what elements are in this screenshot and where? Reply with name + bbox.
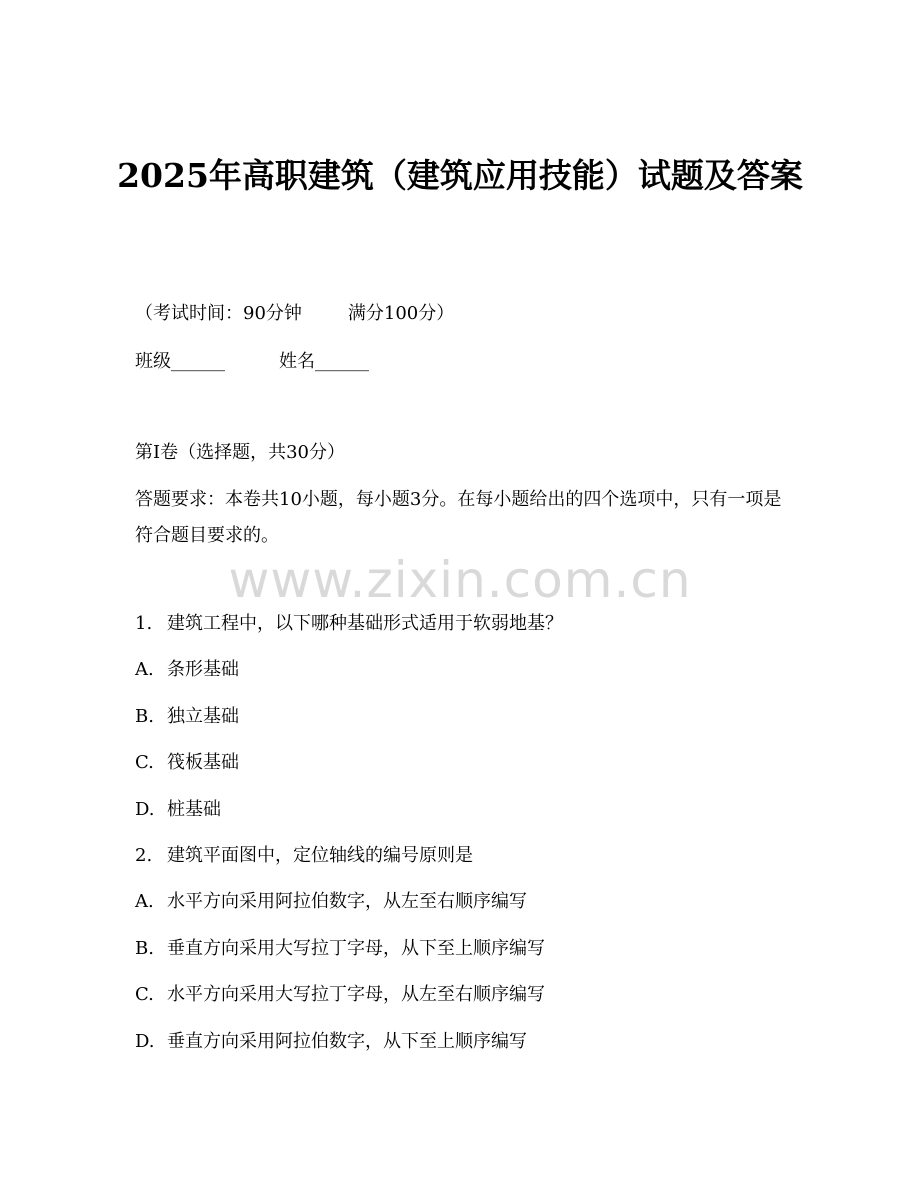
option-text: 水平方向采用大写拉丁字母，从左至右顺序编写 [167, 984, 545, 1005]
option-text: 水平方向采用阿拉伯数字，从左至右顺序编写 [167, 891, 527, 912]
option-letter: C. [135, 984, 154, 1005]
option-letter: D. [135, 799, 155, 820]
option-text: 垂直方向采用阿拉伯数字，从下至上顺序编写 [167, 1031, 527, 1052]
section-heading: 第I卷（选择题，共30分） [135, 442, 346, 463]
option-letter: C. [135, 752, 154, 773]
question-text: 建筑工程中，以下哪种基础形式适用于软弱地基？ [167, 613, 563, 634]
question-1 [135, 612, 563, 636]
option-text: 桩基础 [167, 799, 221, 820]
exam-info [135, 302, 454, 326]
option-text: 筏板基础 [167, 752, 239, 773]
option-letter: B. [135, 938, 154, 959]
option-letter: D. [135, 1031, 155, 1052]
question-2 [135, 844, 473, 868]
exam-time: （考试时间：90分钟 [135, 303, 302, 324]
question-1-option-c [135, 751, 239, 775]
option-letter: B. [135, 706, 154, 727]
question-1-option-a [135, 658, 239, 682]
question-1-option-d [135, 798, 221, 822]
student-fields [135, 350, 369, 374]
question-1-option-b [135, 705, 239, 729]
option-text: 垂直方向采用大写拉丁字母，从下至上顺序编写 [167, 938, 545, 959]
question-2-option-c [135, 983, 545, 1007]
question-2-option-d [135, 1030, 527, 1054]
question-2-option-b [135, 937, 545, 961]
option-text: 独立基础 [167, 706, 239, 727]
section-instructions: 答题要求：本卷共10小题，每小题3分。在每小题给出的四个选项中，只有一项是符合题目要求的。 [135, 489, 782, 546]
question-number: 1. [135, 613, 153, 634]
class-field: 班级______ [135, 351, 225, 372]
option-text: 条形基础 [167, 659, 239, 680]
name-field: 姓名______ [279, 351, 369, 372]
exam-score: 满分100分） [347, 303, 455, 324]
document-title: 2025年高职建筑（建筑应用技能）试题及答案 [117, 156, 803, 195]
option-letter: A. [135, 659, 154, 680]
option-letter: A. [135, 891, 154, 912]
question-2-option-a [135, 890, 527, 914]
question-number: 2. [135, 845, 153, 866]
question-text: 建筑平面图中，定位轴线的编号原则是 [167, 845, 473, 866]
watermark: www.zixin.com.cn [228, 551, 692, 609]
